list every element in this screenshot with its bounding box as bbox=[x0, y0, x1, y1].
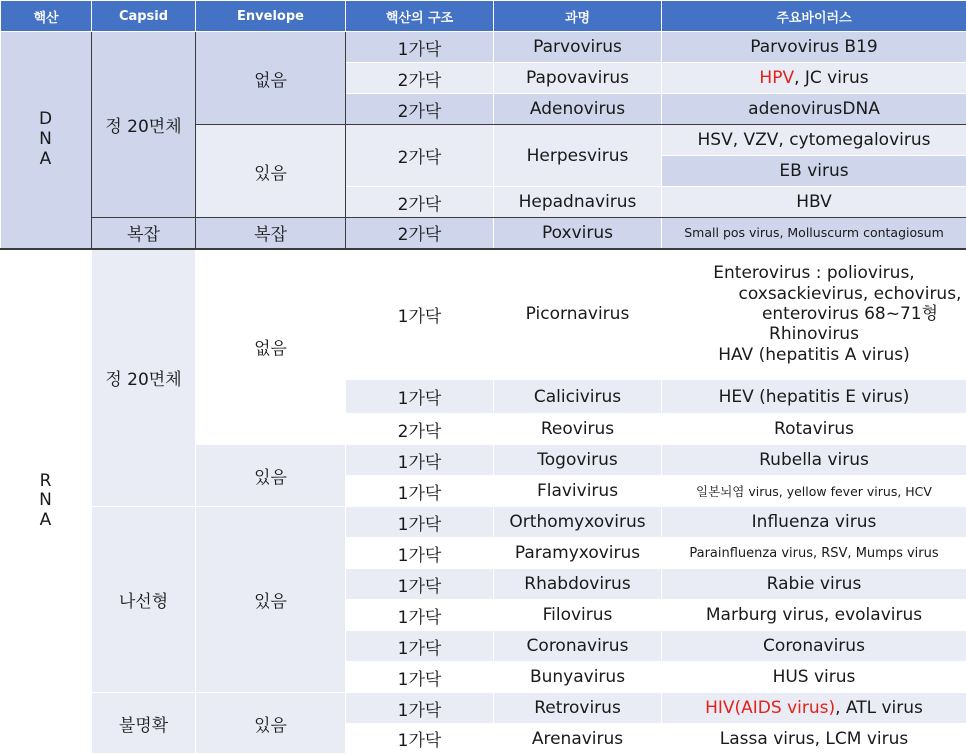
structure-cell: 1가닥 bbox=[346, 507, 494, 538]
main-virus-cell: 일본뇌염 virus, yellow fever virus, HCV bbox=[662, 476, 966, 507]
family-cell: Parvovirus bbox=[494, 32, 662, 63]
main-virus-cell: Influenza virus bbox=[662, 507, 966, 538]
main-virus-cell: Rotavirus bbox=[662, 414, 966, 445]
highlight-virus: HPV bbox=[759, 68, 795, 88]
dna-letter: A bbox=[39, 148, 53, 169]
structure-cell: 1가닥 bbox=[346, 476, 494, 507]
main-virus-cell: HEV (hepatitis E virus) bbox=[662, 380, 966, 414]
rna-capsid-icosahedral: 정 20면체 bbox=[92, 249, 196, 507]
table-row bbox=[1, 693, 966, 724]
dna-capsid-icosahedral: 정 20면체 bbox=[92, 32, 196, 218]
table-row bbox=[1, 218, 966, 249]
virus-line: Rhinovirus bbox=[769, 324, 859, 345]
dna-nucleic-cell bbox=[1, 32, 92, 249]
virus-line: enterovirus 68~71형 bbox=[761, 304, 939, 325]
family-cell: Retrovirus bbox=[494, 693, 662, 724]
family-cell: Flavivirus bbox=[494, 476, 662, 507]
structure-cell: 1가닥 bbox=[346, 600, 494, 631]
structure-cell: 1가닥 bbox=[346, 445, 494, 476]
table-row bbox=[1, 32, 966, 63]
family-cell: Filovirus bbox=[494, 600, 662, 631]
family-cell: Papovavirus bbox=[494, 63, 662, 94]
family-cell: Herpesvirus bbox=[494, 125, 662, 187]
family-cell: Coronavirus bbox=[494, 631, 662, 662]
rna-letter: A bbox=[39, 510, 53, 531]
rna-envelope-yes: 있음 bbox=[196, 507, 346, 693]
structure-cell: 1가닥 bbox=[346, 662, 494, 693]
main-virus-cell: Lassa virus, LCM virus bbox=[662, 724, 966, 754]
rna-capsid-unclear: 불명확 bbox=[92, 693, 196, 754]
main-virus-cell: EB virus bbox=[662, 156, 966, 187]
family-cell: Arenavirus bbox=[494, 724, 662, 754]
family-cell: Calicivirus bbox=[494, 380, 662, 414]
structure-cell: 2가닥 bbox=[346, 125, 494, 187]
structure-cell: 1가닥 bbox=[346, 538, 494, 569]
table-row bbox=[1, 507, 966, 538]
header-nucleic-acid: 핵산 bbox=[1, 1, 92, 32]
virus-rest: , JC virus bbox=[794, 68, 869, 88]
rna-envelope-none: 없음 bbox=[196, 249, 346, 445]
dna-envelope-none: 없음 bbox=[196, 32, 346, 125]
family-cell: Rhabdovirus bbox=[494, 569, 662, 600]
dna-capsid-complex: 복잡 bbox=[92, 218, 196, 249]
header-family: 과명 bbox=[494, 1, 662, 32]
rna-envelope-yes: 있음 bbox=[196, 693, 346, 754]
family-cell: Reovirus bbox=[494, 414, 662, 445]
structure-cell: 2가닥 bbox=[346, 218, 494, 249]
rna-nucleic-cell bbox=[1, 249, 92, 754]
virus-line: coxsackievirus, echovirus, bbox=[738, 283, 962, 304]
main-virus-cell bbox=[662, 63, 966, 94]
main-virus-cell: Small pos virus, Molluscurm contagiosum bbox=[662, 218, 966, 249]
main-virus-cell: Coronavirus bbox=[662, 631, 966, 662]
dna-letter: N bbox=[39, 128, 53, 149]
header-row bbox=[1, 1, 966, 32]
main-virus-cell bbox=[662, 249, 966, 380]
structure-cell: 2가닥 bbox=[346, 63, 494, 94]
structure-cell: 2가닥 bbox=[346, 94, 494, 125]
main-virus-cell: Rabie virus bbox=[662, 569, 966, 600]
rna-letter: N bbox=[39, 490, 53, 511]
structure-cell: 2가닥 bbox=[346, 414, 494, 445]
header-envelope: Envelope bbox=[196, 1, 346, 32]
structure-cell: 1가닥 bbox=[346, 631, 494, 662]
family-cell: Adenovirus bbox=[494, 94, 662, 125]
main-virus-cell: adenovirusDNA bbox=[662, 94, 966, 125]
family-cell: Paramyxovirus bbox=[494, 538, 662, 569]
main-virus-cell: HSV, VZV, cytomegalovirus bbox=[662, 125, 966, 156]
family-cell: Orthomyxovirus bbox=[494, 507, 662, 538]
virus-rest: , ATL virus bbox=[835, 698, 923, 718]
family-cell: Hepadnavirus bbox=[494, 187, 662, 218]
dna-envelope-complex: 복잡 bbox=[196, 218, 346, 249]
family-cell: Poxvirus bbox=[494, 218, 662, 249]
structure-cell: 1가닥 bbox=[346, 380, 494, 414]
header-capsid: Capsid bbox=[92, 1, 196, 32]
header-structure: 핵산의 구조 bbox=[346, 1, 494, 32]
structure-cell: 1가닥 bbox=[346, 693, 494, 724]
family-cell: Togovirus bbox=[494, 445, 662, 476]
main-virus-cell: Marburg virus, evolavirus bbox=[662, 600, 966, 631]
main-virus-cell bbox=[662, 693, 966, 724]
dna-envelope-yes: 있음 bbox=[196, 125, 346, 218]
rna-letter: R bbox=[39, 470, 53, 491]
family-cell: Picornavirus bbox=[494, 249, 662, 380]
table-row bbox=[1, 249, 966, 380]
structure-cell: 1가닥 bbox=[346, 724, 494, 754]
highlight-virus: HIV(AIDS virus) bbox=[705, 698, 836, 718]
rna-envelope-yes: 있음 bbox=[196, 445, 346, 507]
dna-letter: D bbox=[38, 109, 54, 130]
rna-capsid-helical: 나선형 bbox=[92, 507, 196, 693]
header-main-virus: 주요바이러스 bbox=[662, 1, 966, 32]
main-virus-cell: HBV bbox=[662, 187, 966, 218]
virus-line: HAV (hepatitis A virus) bbox=[718, 344, 910, 365]
main-virus-cell: Rubella virus bbox=[662, 445, 966, 476]
family-cell: Bunyavirus bbox=[494, 662, 662, 693]
structure-cell: 2가닥 bbox=[346, 187, 494, 218]
main-virus-cell: Parvovirus B19 bbox=[662, 32, 966, 63]
main-virus-cell: Parainfluenza virus, RSV, Mumps virus bbox=[662, 538, 966, 569]
virus-line: Enterovirus : poliovirus, bbox=[713, 263, 915, 284]
main-virus-cell: HUS virus bbox=[662, 662, 966, 693]
structure-cell: 1가닥 bbox=[346, 32, 494, 63]
structure-cell: 1가닥 bbox=[346, 249, 494, 380]
structure-cell: 1가닥 bbox=[346, 569, 494, 600]
